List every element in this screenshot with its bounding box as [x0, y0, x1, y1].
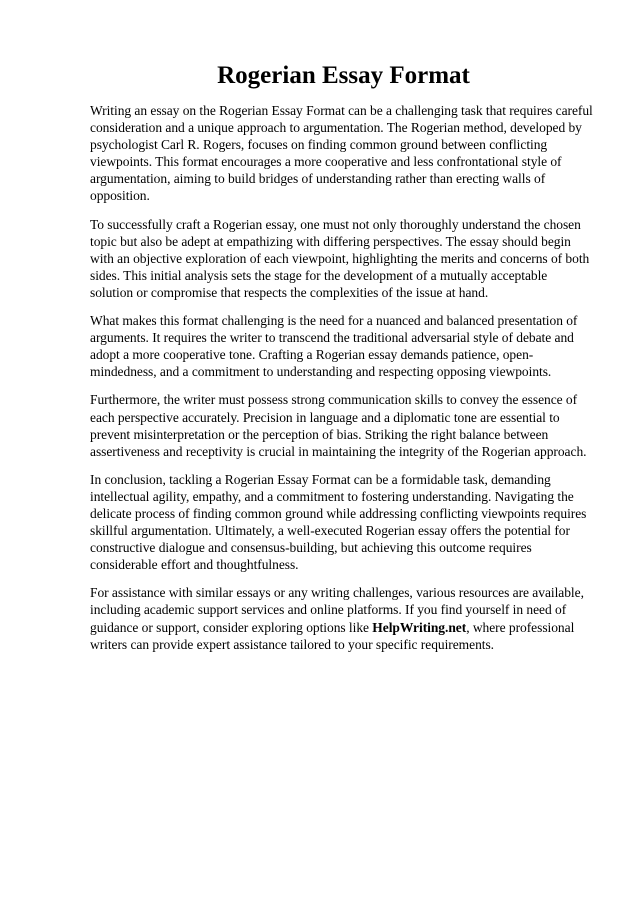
paragraph-assistance: [90, 584, 593, 652]
assistance-text-after: , where professional writers can provide expert assistance tailored to your specific requirements.: [90, 619, 575, 652]
paragraph-intro: Writing an essay on the Rogerian Essay Format can be a challenging task that requires careful consideration and a unique approach to argumentation. The Rogerian method, developed by psychologist Carl R. Rogers, focuses on finding common ground between conflicting viewpoints. This format encourages a more cooperative and less confrontational style of argumentation, aiming to build bridges of understanding rather than erecting walls of opposition.: [90, 103, 593, 204]
page-title: Rogerian Essay Format: [217, 62, 470, 89]
paragraph-conclusion: In conclusion, tackling a Rogerian Essay Format can be a formidable task, demanding intellectual agility, empathy, and a commitment to fostering understanding. Navigating the delicate process of finding common ground while addressing conflicting viewpoints requires skillful argumentation. Ultimately, a well-executed Rogerian essay offers the potential for constructive dialogue and consensus-building, but achieving this outcome requires considerable effort and thoughtfulness.: [90, 471, 587, 573]
paragraph-challenge: What makes this format challenging is the need for a nuanced and balanced presentation of arguments. It requires the writer to transcend the traditional adversarial style of debate and adopt a more cooperative tone. Crafting a Rogerian essay demands patience, open-mindedness, and a commitment to understanding and respecting opposing viewpoints.: [90, 313, 578, 380]
document-page: [90, 60, 593, 664]
paragraph-communication: Furthermore, the writer must possess strong communication skills to convey the essence of each perspective accurately. Precision in language and a diplomatic tone are essential to prevent misinterpretation or the perception of bias. Striking the right balance between assertiveness and receptivity is crucial in maintaining the integrity of the Rogerian approach.: [90, 392, 587, 459]
helpwriting-link[interactable]: HelpWriting.net: [372, 619, 467, 635]
assistance-text-before: For assistance with similar essays or any writing challenges, various resources are available, including academic support services and online platforms. If you find yourself in need of guidance or support, consider exploring options like: [90, 585, 584, 635]
paragraph-crafting: To successfully craft a Rogerian essay, one must not only thoroughly understand the chosen topic but also be adept at empathizing with differing perspectives. The essay should begin with an objective exploration of each viewpoint, highlighting the merits and concerns of both sides. This initial analysis sets the stage for the development of a mutually acceptable solution or compromise that respects the complexities of the issue at hand.: [90, 216, 590, 300]
